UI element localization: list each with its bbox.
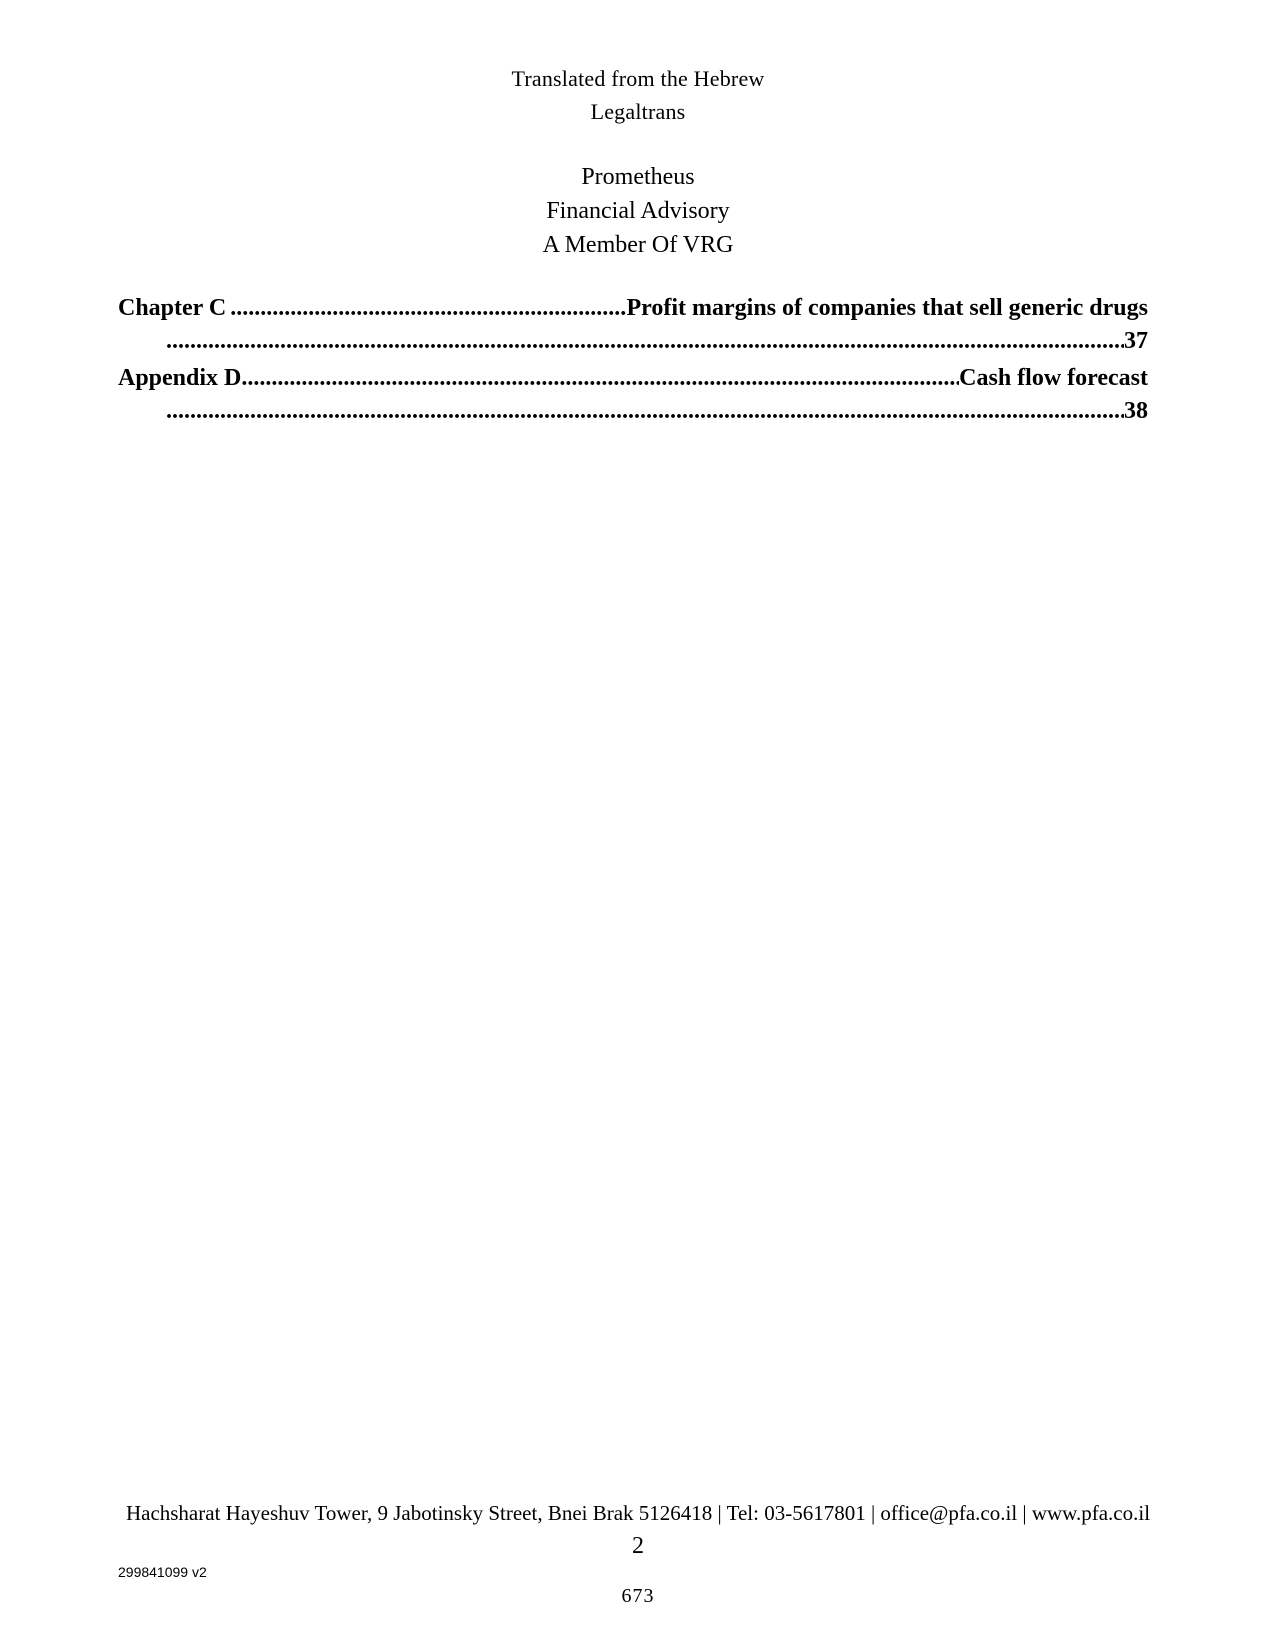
table-of-contents <box>118 292 1148 432</box>
toc-dot-leader <box>241 362 959 395</box>
company-header <box>0 160 1276 262</box>
bates-number: 673 <box>621 1585 655 1607</box>
translator-name: Legaltrans <box>590 99 686 124</box>
toc-entry-title: Profit margins of companies that sell generic drugs <box>626 295 1148 321</box>
footer-address: Hachsharat Hayeshuv Tower, 9 Jabotinsky Street, Bnei Brak 5126418 | Tel: 03-5617801 | office@pfa.co.il | www.pfa.co.il <box>125 1501 1151 1525</box>
translation-note: Translated from the Hebrew <box>511 66 765 91</box>
toc-entry-label: Chapter C <box>118 295 227 321</box>
toc-entry-page: 37 <box>1124 328 1148 354</box>
company-name: Prometheus <box>581 164 695 190</box>
toc-dot-leader <box>166 325 1124 358</box>
toc-entry-page-line <box>118 325 1148 358</box>
company-membership: A Member Of VRG <box>542 232 734 258</box>
translation-header <box>0 62 1276 128</box>
toc-entry-label: Appendix D <box>118 365 242 391</box>
toc-entry-page: 38 <box>1124 398 1148 424</box>
toc-entry-title: Cash flow forecast <box>959 365 1148 391</box>
toc-dot-leader <box>166 395 1124 428</box>
page-number: 2 <box>632 1533 644 1559</box>
toc-entry-chapter-c[interactable] <box>118 292 1148 358</box>
toc-dot-leader <box>230 292 626 325</box>
toc-entry-heading-line <box>118 362 1148 395</box>
toc-entry-heading-line <box>118 292 1148 325</box>
toc-entry-page-line <box>118 395 1148 428</box>
company-descriptor: Financial Advisory <box>546 198 730 224</box>
document-id: 299841099 v2 <box>118 1564 207 1580</box>
toc-entry-appendix-d[interactable] <box>118 362 1148 428</box>
